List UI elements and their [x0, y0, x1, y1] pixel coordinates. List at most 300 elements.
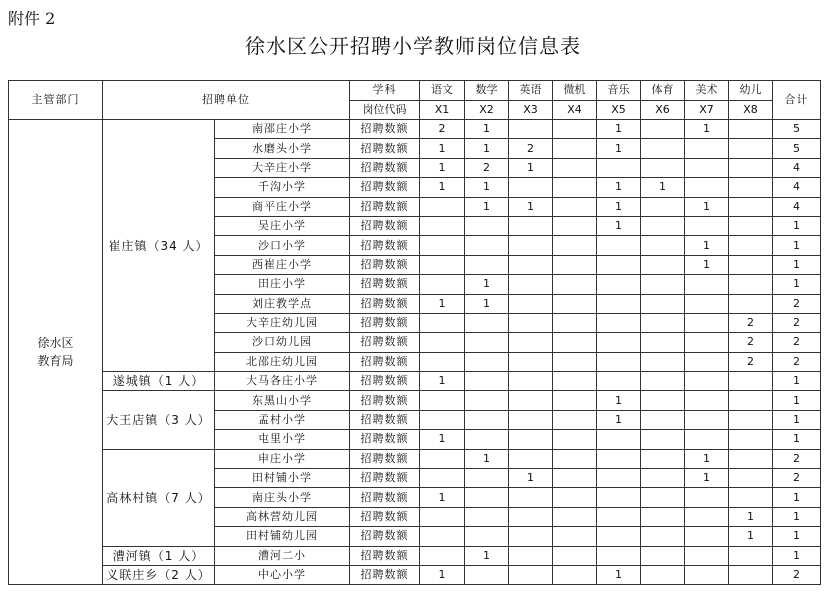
count-cell: [420, 275, 465, 294]
header-code: X7: [685, 100, 729, 120]
header-subject: 微机: [553, 81, 597, 101]
count-cell: [553, 216, 597, 235]
town-cell: 遂城镇（1 人）: [103, 372, 215, 391]
row-type-cell: 招聘数额: [350, 178, 420, 197]
header-code-label: 岗位代码: [350, 100, 420, 120]
count-cell: [509, 236, 553, 255]
count-cell: [420, 507, 465, 526]
count-cell: [685, 139, 729, 158]
row-type-cell: 招聘数额: [350, 449, 420, 468]
header-code: X5: [597, 100, 641, 120]
count-cell: [597, 313, 641, 332]
school-cell: 大辛庄幼儿园: [215, 313, 350, 332]
count-cell: 1: [420, 139, 465, 158]
count-cell: [729, 546, 773, 565]
school-cell: 南邵庄小学: [215, 120, 350, 139]
count-cell: [685, 313, 729, 332]
count-cell: [597, 527, 641, 546]
count-cell: 1: [597, 120, 641, 139]
header-code: X3: [509, 100, 553, 120]
count-cell: [553, 313, 597, 332]
school-cell: 沙口小学: [215, 236, 350, 255]
count-cell: [420, 546, 465, 565]
count-cell: [509, 255, 553, 274]
count-cell: [553, 430, 597, 449]
count-cell: 1: [685, 120, 729, 139]
count-cell: 1: [465, 139, 509, 158]
row-type-cell: 招聘数额: [350, 158, 420, 177]
count-cell: [729, 488, 773, 507]
count-cell: [729, 372, 773, 391]
count-cell: [509, 565, 553, 584]
row-type-cell: 招聘数额: [350, 120, 420, 139]
school-cell: 大马各庄小学: [215, 372, 350, 391]
total-cell: 1: [773, 372, 821, 391]
count-cell: 1: [729, 527, 773, 546]
count-cell: [641, 333, 685, 352]
row-type-cell: 招聘数额: [350, 294, 420, 313]
count-cell: [641, 158, 685, 177]
school-cell: 刘庄教学点: [215, 294, 350, 313]
school-cell: 漕河二小: [215, 546, 350, 565]
header-unit: 招聘单位: [103, 81, 350, 120]
count-cell: [685, 565, 729, 584]
school-cell: 西崔庄小学: [215, 255, 350, 274]
count-cell: [420, 216, 465, 235]
count-cell: [685, 391, 729, 410]
total-cell: 1: [773, 527, 821, 546]
attachment-label: 附件 2: [8, 9, 56, 28]
count-cell: [685, 410, 729, 429]
row-type-cell: 招聘数额: [350, 565, 420, 584]
count-cell: [641, 410, 685, 429]
count-cell: [553, 294, 597, 313]
count-cell: 1: [685, 236, 729, 255]
count-cell: [641, 120, 685, 139]
count-cell: [641, 197, 685, 216]
count-cell: [465, 565, 509, 584]
count-cell: [420, 333, 465, 352]
count-cell: [597, 255, 641, 274]
count-cell: [420, 391, 465, 410]
count-cell: [641, 527, 685, 546]
count-cell: [465, 391, 509, 410]
count-cell: [509, 546, 553, 565]
count-cell: 1: [597, 178, 641, 197]
count-cell: [465, 255, 509, 274]
count-cell: [553, 120, 597, 139]
count-cell: 1: [597, 391, 641, 410]
school-cell: 南庄头小学: [215, 488, 350, 507]
count-cell: 1: [597, 216, 641, 235]
school-cell: 东黑山小学: [215, 391, 350, 410]
count-cell: [553, 139, 597, 158]
count-cell: [729, 158, 773, 177]
count-cell: 1: [509, 469, 553, 488]
count-cell: [641, 216, 685, 235]
total-cell: 2: [773, 333, 821, 352]
count-cell: [729, 120, 773, 139]
count-cell: [465, 527, 509, 546]
row-type-cell: 招聘数额: [350, 372, 420, 391]
header-code: X1: [420, 100, 465, 120]
count-cell: [729, 216, 773, 235]
count-cell: 1: [420, 372, 465, 391]
count-cell: [641, 352, 685, 371]
row-type-cell: 招聘数额: [350, 139, 420, 158]
count-cell: 1: [597, 565, 641, 584]
count-cell: 1: [597, 139, 641, 158]
count-cell: [509, 372, 553, 391]
count-cell: 2: [420, 120, 465, 139]
total-cell: 1: [773, 410, 821, 429]
count-cell: [729, 294, 773, 313]
count-cell: [597, 430, 641, 449]
total-cell: 1: [773, 236, 821, 255]
count-cell: [420, 255, 465, 274]
row-type-cell: 招聘数额: [350, 216, 420, 235]
count-cell: [685, 488, 729, 507]
count-cell: [465, 216, 509, 235]
row-type-cell: 招聘数额: [350, 410, 420, 429]
count-cell: [553, 197, 597, 216]
row-type-cell: 招聘数额: [350, 197, 420, 216]
table-body: [9, 120, 821, 585]
count-cell: [509, 178, 553, 197]
count-cell: 1: [420, 178, 465, 197]
count-cell: 1: [509, 158, 553, 177]
count-cell: [420, 527, 465, 546]
count-cell: [465, 410, 509, 429]
count-cell: [641, 255, 685, 274]
count-cell: [420, 449, 465, 468]
count-cell: [641, 430, 685, 449]
header-code: X6: [641, 100, 685, 120]
count-cell: [420, 197, 465, 216]
header-dept: 主管部门: [9, 81, 103, 120]
count-cell: [553, 507, 597, 526]
count-cell: [465, 488, 509, 507]
count-cell: [641, 236, 685, 255]
count-cell: [509, 333, 553, 352]
school-cell: 田庄小学: [215, 275, 350, 294]
count-cell: 2: [509, 139, 553, 158]
count-cell: 1: [685, 255, 729, 274]
count-cell: [509, 352, 553, 371]
row-type-cell: 招聘数额: [350, 527, 420, 546]
header-subject: 幼儿: [729, 81, 773, 101]
school-cell: 中心小学: [215, 565, 350, 584]
count-cell: 1: [465, 449, 509, 468]
total-cell: 4: [773, 197, 821, 216]
total-cell: 2: [773, 294, 821, 313]
count-cell: [465, 372, 509, 391]
count-cell: [465, 469, 509, 488]
count-cell: [685, 294, 729, 313]
table-row: [9, 565, 821, 584]
school-cell: 北邵庄幼儿园: [215, 352, 350, 371]
table-row: [9, 449, 821, 468]
count-cell: [597, 333, 641, 352]
school-cell: 商平庄小学: [215, 197, 350, 216]
total-cell: 2: [773, 565, 821, 584]
school-cell: 申庄小学: [215, 449, 350, 468]
row-type-cell: 招聘数额: [350, 546, 420, 565]
total-cell: 5: [773, 120, 821, 139]
count-cell: [465, 507, 509, 526]
count-cell: [597, 372, 641, 391]
count-cell: 2: [729, 333, 773, 352]
header-row-subjects: [9, 81, 821, 101]
count-cell: [553, 410, 597, 429]
header-subject: 美术: [685, 81, 729, 101]
total-cell: 1: [773, 507, 821, 526]
school-cell: 千沟小学: [215, 178, 350, 197]
count-cell: [420, 352, 465, 371]
school-cell: 高林营幼儿园: [215, 507, 350, 526]
count-cell: [729, 197, 773, 216]
count-cell: [729, 410, 773, 429]
count-cell: [597, 275, 641, 294]
count-cell: [420, 469, 465, 488]
count-cell: [597, 236, 641, 255]
count-cell: [729, 449, 773, 468]
count-cell: [420, 410, 465, 429]
count-cell: 1: [420, 488, 465, 507]
count-cell: [641, 313, 685, 332]
header-subject: 音乐: [597, 81, 641, 101]
school-cell: 吴庄小学: [215, 216, 350, 235]
count-cell: [597, 294, 641, 313]
count-cell: [685, 507, 729, 526]
count-cell: [553, 255, 597, 274]
count-cell: [509, 120, 553, 139]
header-subject-label: 学科: [350, 81, 420, 101]
count-cell: [685, 333, 729, 352]
row-type-cell: 招聘数额: [350, 255, 420, 274]
count-cell: [729, 275, 773, 294]
count-cell: [641, 469, 685, 488]
count-cell: [729, 236, 773, 255]
header-subject: 英语: [509, 81, 553, 101]
school-cell: 田村铺幼儿园: [215, 527, 350, 546]
count-cell: [597, 488, 641, 507]
count-cell: [597, 352, 641, 371]
total-cell: 1: [773, 430, 821, 449]
count-cell: 1: [465, 546, 509, 565]
dept-cell: 徐水区 教育局: [9, 120, 103, 585]
count-cell: [729, 469, 773, 488]
count-cell: [685, 216, 729, 235]
count-cell: [729, 255, 773, 274]
count-cell: [597, 158, 641, 177]
count-cell: [509, 527, 553, 546]
row-type-cell: 招聘数额: [350, 391, 420, 410]
school-cell: 水磨头小学: [215, 139, 350, 158]
row-type-cell: 招聘数额: [350, 507, 420, 526]
count-cell: [509, 488, 553, 507]
count-cell: [641, 546, 685, 565]
row-type-cell: 招聘数额: [350, 275, 420, 294]
row-type-cell: 招聘数额: [350, 236, 420, 255]
count-cell: [509, 294, 553, 313]
count-cell: [553, 178, 597, 197]
row-type-cell: 招聘数额: [350, 333, 420, 352]
table-row: [9, 546, 821, 565]
count-cell: [509, 313, 553, 332]
count-cell: [509, 216, 553, 235]
count-cell: [729, 565, 773, 584]
school-cell: 大辛庄小学: [215, 158, 350, 177]
count-cell: 1: [420, 158, 465, 177]
count-cell: 2: [729, 313, 773, 332]
count-cell: [553, 546, 597, 565]
count-cell: [729, 430, 773, 449]
count-cell: [641, 372, 685, 391]
count-cell: [685, 275, 729, 294]
count-cell: [509, 449, 553, 468]
count-cell: [509, 391, 553, 410]
header-code: X4: [553, 100, 597, 120]
row-type-cell: 招聘数额: [350, 488, 420, 507]
total-cell: 1: [773, 488, 821, 507]
count-cell: [685, 372, 729, 391]
row-type-cell: 招聘数额: [350, 352, 420, 371]
count-cell: [641, 139, 685, 158]
recruitment-table: [8, 80, 821, 585]
row-type-cell: 招聘数额: [350, 313, 420, 332]
count-cell: 1: [420, 565, 465, 584]
count-cell: [509, 410, 553, 429]
town-cell: 漕河镇（1 人）: [103, 546, 215, 565]
count-cell: [641, 294, 685, 313]
count-cell: [465, 430, 509, 449]
count-cell: [465, 313, 509, 332]
count-cell: [641, 565, 685, 584]
count-cell: 2: [729, 352, 773, 371]
count-cell: [597, 507, 641, 526]
total-cell: 1: [773, 255, 821, 274]
total-cell: 2: [773, 469, 821, 488]
town-cell: 大王店镇（3 人）: [103, 391, 215, 449]
count-cell: [597, 469, 641, 488]
count-cell: 1: [465, 197, 509, 216]
count-cell: 1: [597, 197, 641, 216]
count-cell: [553, 158, 597, 177]
count-cell: [553, 275, 597, 294]
row-type-cell: 招聘数额: [350, 430, 420, 449]
count-cell: 1: [509, 197, 553, 216]
total-cell: 2: [773, 352, 821, 371]
count-cell: [553, 488, 597, 507]
total-cell: 1: [773, 546, 821, 565]
town-cell: 崔庄镇（34 人）: [103, 120, 215, 372]
count-cell: [509, 507, 553, 526]
page-title: 徐水区公开招聘小学教师岗位信息表: [245, 34, 581, 58]
count-cell: 1: [641, 178, 685, 197]
count-cell: [553, 449, 597, 468]
header-code: X8: [729, 100, 773, 120]
town-cell: 义联庄乡（2 人）: [103, 565, 215, 584]
count-cell: [729, 391, 773, 410]
total-cell: 4: [773, 178, 821, 197]
count-cell: [553, 469, 597, 488]
count-cell: 1: [685, 469, 729, 488]
count-cell: 1: [465, 294, 509, 313]
count-cell: [553, 333, 597, 352]
count-cell: 1: [420, 294, 465, 313]
count-cell: [553, 352, 597, 371]
count-cell: [685, 527, 729, 546]
count-cell: [553, 372, 597, 391]
count-cell: [641, 391, 685, 410]
count-cell: [685, 352, 729, 371]
total-cell: 4: [773, 158, 821, 177]
count-cell: [641, 449, 685, 468]
count-cell: 1: [685, 449, 729, 468]
total-cell: 5: [773, 139, 821, 158]
count-cell: [597, 546, 641, 565]
header-code: X2: [465, 100, 509, 120]
count-cell: [685, 158, 729, 177]
count-cell: [597, 449, 641, 468]
total-cell: 1: [773, 216, 821, 235]
count-cell: 1: [465, 178, 509, 197]
school-cell: 屯里小学: [215, 430, 350, 449]
count-cell: [685, 430, 729, 449]
header-total: 合计: [773, 81, 821, 120]
table-row: [9, 372, 821, 391]
count-cell: [465, 333, 509, 352]
count-cell: [729, 178, 773, 197]
count-cell: [509, 275, 553, 294]
total-cell: 2: [773, 313, 821, 332]
count-cell: 1: [729, 507, 773, 526]
count-cell: [729, 139, 773, 158]
town-cell: 高林村镇（7 人）: [103, 449, 215, 546]
header-subject: 数学: [465, 81, 509, 101]
count-cell: [509, 430, 553, 449]
count-cell: 1: [465, 275, 509, 294]
count-cell: 2: [465, 158, 509, 177]
count-cell: [465, 236, 509, 255]
count-cell: [685, 178, 729, 197]
total-cell: 1: [773, 275, 821, 294]
count-cell: [641, 275, 685, 294]
school-cell: 田村铺小学: [215, 469, 350, 488]
count-cell: [553, 527, 597, 546]
table-row: [9, 391, 821, 410]
count-cell: [641, 488, 685, 507]
count-cell: [641, 507, 685, 526]
count-cell: [553, 565, 597, 584]
total-cell: 1: [773, 391, 821, 410]
count-cell: 1: [685, 197, 729, 216]
count-cell: [465, 352, 509, 371]
count-cell: 1: [420, 430, 465, 449]
row-type-cell: 招聘数额: [350, 469, 420, 488]
count-cell: 1: [597, 410, 641, 429]
count-cell: [420, 236, 465, 255]
table-row: [9, 120, 821, 139]
count-cell: [553, 236, 597, 255]
school-cell: 沙口幼儿园: [215, 333, 350, 352]
school-cell: 孟村小学: [215, 410, 350, 429]
count-cell: 1: [465, 120, 509, 139]
count-cell: [420, 313, 465, 332]
count-cell: [685, 546, 729, 565]
count-cell: [553, 391, 597, 410]
